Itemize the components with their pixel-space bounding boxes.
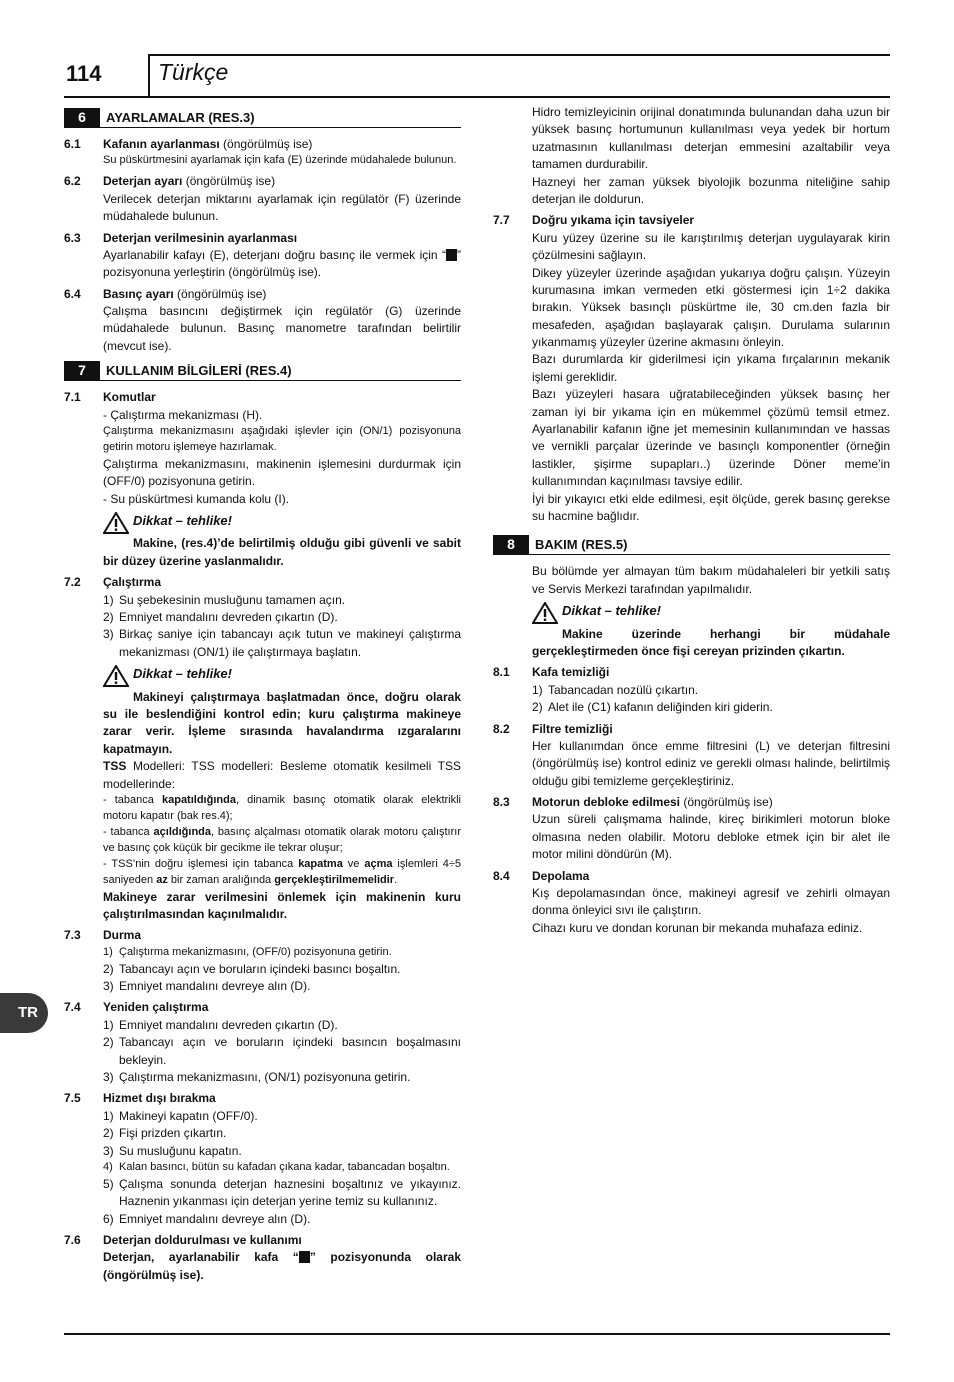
item-6-1 [64, 136, 461, 169]
warning-icon [532, 602, 562, 629]
warning-title: Dikkat – tehlike! [133, 666, 232, 682]
paragraph: Uzun süreli çalışmama halinde, kireç birikimleri motorun bloke olmasına neden olabilir. Motoru debloke etmek için bir alet ile motor milini döndürün (M). [532, 812, 890, 862]
paragraph: Kuru yüzey üzerine su ile karıştırılmış deterjan uygulayarak kirin çözülmesini sağlayın. [532, 230, 890, 263]
item-7-5 [64, 1090, 461, 1107]
item-7-6 [64, 1232, 461, 1249]
item-7-4 [64, 999, 461, 1016]
section-title: AYARLAMALAR (RES.3) [106, 110, 255, 125]
item-7-3 [64, 927, 461, 944]
item-text: - Çalıştırma mekanizması (H). [103, 407, 263, 422]
paragraph: Cihazı kuru ve dondan korunan bir mekanda muhafaza ediniz. [532, 920, 863, 935]
tss-item: - tabanca kapatıldığında, dinamik basınç otomatik olarak elektrikli motoru kapatır (bak res.4); [103, 793, 461, 822]
right-column [493, 104, 890, 937]
list-item: 3) Birkaç saniye için tabancayı açık tutun ve makineyi çalıştırma mekanizması (ON/1) ile çalıştırmaya başlatın. [103, 627, 461, 659]
item-text: Ayarlanabilir kafayı (E), deterjanı doğru basınç ile vermek için “ [103, 247, 446, 262]
item-number: 6.1 [64, 137, 81, 151]
item-text: Çalışma basıncını değiştirmek için regülatör (G) üzerinde müdahalede bulunun. Basınç manometre tarafından belirtilir (mevcut ise). [103, 304, 461, 353]
paragraph: Bu bölümde yer almayan tüm bakım müdahaleleri bir yetkili satış ve Servis Merkezi tarafından yapılmalıdır. [532, 564, 890, 596]
paragraph: Hazneyi her zaman yüksek biyolojik bozunma niteliğine sahip deterjan ile doldurun. [532, 174, 890, 206]
list-item: 2) Tabancayı açın ve boruların içindeki basıncı boşaltın. [103, 961, 401, 976]
footer-rule [64, 1333, 890, 1335]
list-item: 1) Tabancadan nozülü çıkartın. [532, 682, 699, 697]
nozzle-symbol-icon [299, 1251, 310, 1263]
paragraph: İyi bir yıkayıcı etki elde edilmesi, eşit ölçüde, gerek basınç gerekse su hacmine bağlıdır. [532, 491, 890, 523]
list-item: 1) Makineyi kapatın (OFF/0). [103, 1108, 258, 1123]
item-heading: Filtre temizliği [532, 721, 613, 736]
list-item: 2) Tabancayı açın ve boruların içindeki basıncın boşalmasını bekleyin. [103, 1035, 461, 1067]
header-rule [64, 96, 890, 98]
warning-text: Makineyi çalıştırmaya başlatmadan önce, doğru olarak su ile beslendiğini kontrol edin; kuru çalıştırma makineye zarar verir. İşleme sırasında havalandırma ızgaralarını kapatmayın. [103, 689, 461, 756]
item-heading: Motorun debloke edilmesi [532, 795, 681, 810]
list-item: 1) Çalıştırma mekanizmasını, (OFF/0) pozisyonuna getirin. [103, 945, 392, 958]
section-6-header [64, 108, 461, 128]
item-number: 6.2 [64, 174, 81, 189]
item-8-2 [493, 721, 890, 738]
item-6-3 [64, 230, 461, 282]
item-number: 7.2 [64, 575, 81, 590]
item-heading-note: (öngörülmüş ise) [182, 174, 276, 189]
item-text: Verilecek deterjan miktarını ayarlamak için regülatör (F) üzerinde müdahalede bulunun. [103, 191, 461, 224]
item-8-1 [493, 664, 890, 681]
list-item: 1) Emniyet mandalını devreden çıkartın (D). [103, 1017, 338, 1032]
section-8-header [493, 535, 890, 555]
warning-title: Dikkat – tehlike! [562, 603, 661, 619]
item-heading: Hizmet dışı bırakma [103, 1091, 216, 1106]
language-tab: TR [0, 993, 48, 1033]
paragraph: Bazı yüzeyleri hasara uğratabileceğinden yüksek basınç her zaman iyi bir yıkama için en mükemmel çözümü temsil etmez. Ayarlanabilir kafanın iğne jet memesinin kullanımından ve hassas ve vernikli parçalar üzerinde ve basınçlı komponentler (örneğin lastikler, şişirme supapları..) üzerinde Döner meme’in kullanımından kaçınılması tavsiye edilir. [532, 387, 890, 489]
item-number: 7.6 [64, 1233, 81, 1248]
item-heading: Yeniden çalıştırma [103, 1000, 209, 1015]
item-text: ” pozisyonuna yerleştirin (öngörülmüş ise). [103, 247, 461, 280]
item-number: 8.3 [493, 795, 510, 810]
page-number: 114 [66, 61, 102, 86]
item-number: 6.3 [64, 230, 81, 245]
warning-text: Makine, (res.4)’de belirtilmiş olduğu gibi güvenli ve sabit bir düzey üzerine yaslanmalıdır. [103, 536, 461, 568]
item-heading: Deterjan doldurulması ve kullanımı [103, 1233, 302, 1248]
item-7-7 [493, 212, 890, 229]
item-number: 6.4 [64, 286, 81, 301]
item-number: 8.1 [493, 665, 510, 680]
tss-warning: Makineye zarar verilmesini önlemek için makinenin kuru çalıştırılmasından kaçınılmalıdır. [103, 889, 461, 921]
list-item: 3) Çalıştırma mekanizmasını, (ON/1) pozisyonuna getirin. [103, 1070, 411, 1084]
item-heading: Kafanın ayarlanması [103, 137, 220, 151]
paragraph: Her kullanımdan önce emme filtresini (L) ve deterjan filtresini (öngörülmüş ise) kontrol ediniz ve gerekli olması halinde, belirtilmiş olduğu gibi temizleme gerçekleştiriniz. [532, 738, 890, 788]
left-column [64, 104, 461, 1284]
warning-icon [103, 512, 133, 539]
tss-item: - TSS’nin doğru işlemesi için tabanca kapatma ve açma işlemleri 4÷5 saniyeden az bir zaman aralığında gerçekleştirilmemelidir. [103, 857, 461, 886]
warning-icon [103, 665, 133, 692]
paragraph: Hidro temizleyicinin orijinal donatımında bulunandan daha uzun bir yüksek basınç hortumunun kullanılması veya yedek bir hortum uzatmasının kullanılması deterjan emmesini azaltabilir veya tamamen durdurabilir. [532, 105, 890, 172]
item-heading: Depolama [532, 868, 590, 883]
item-number: 7.5 [64, 1091, 81, 1106]
list-item: 1) Su şebekesinin musluğunu tamamen açın. [103, 592, 346, 607]
list-item: 3) Su musluğunu kapatın. [103, 1143, 242, 1158]
list-item: 5) Çalışma sonunda deterjan haznesini boşaltınız ve yıkayınız. Haznenin yıkanması için deterjan yerine temiz su kullanınız. [103, 1176, 461, 1209]
item-text: ” pozisyonunda olarak (öngörülmüş ise). [103, 1250, 461, 1282]
section-title: KULLANIM BİLGİLERİ (RES.4) [106, 363, 292, 379]
item-8-4 [493, 868, 890, 885]
tss-text: Modelleri: TSS modelleri: Besleme otomatik kesilmeli TSS modellerinde: [103, 759, 461, 791]
item-heading: Basınç ayarı [103, 286, 174, 301]
item-heading: Doğru yıkama için tavsiyeler [532, 213, 695, 228]
item-heading-note: (öngörülmüş ise) [173, 286, 267, 301]
warning-text: Makine üzerinde herhangi bir müdahale gerçekleştirmeden önce fişi cereyan prizinden çıkartın. [532, 626, 890, 658]
item-number: 7.4 [64, 1000, 81, 1015]
nozzle-symbol-icon [446, 249, 457, 261]
item-6-4 [64, 286, 461, 356]
item-heading: Deterjan verilmesinin ayarlanması [103, 230, 298, 245]
tss-label: TSS [103, 759, 127, 774]
section-number: 8 [493, 535, 529, 554]
section-title: BAKIM (RES.5) [535, 537, 628, 553]
item-number: 7.7 [493, 213, 510, 228]
page-title: Türkçe [158, 59, 229, 85]
item-text: - Su püskürtmesi kumanda kolu (I). [103, 491, 290, 506]
tss-item: - tabanca açıldığında, basınç alçalması otomatik olarak motoru çalıştırır ve basınç çok küçük bir gecikme ile tekrar oluşur; [103, 825, 461, 854]
item-heading-note: (öngörülmüş ise) [680, 795, 773, 810]
item-number: 8.4 [493, 868, 510, 883]
list-item: 2) Fişi prizden çıkartın. [103, 1126, 227, 1141]
item-heading: Çalıştırma [103, 575, 162, 590]
item-number: 7.1 [64, 390, 81, 405]
section-number: 7 [64, 361, 100, 380]
warning-title: Dikkat – tehlike! [133, 513, 232, 529]
item-text: Çalıştırma mekanizmasını aşağıdaki işlevler için (ON/1) pozisyonuna getirin motoru işlemeye hazırlamak. [103, 425, 461, 453]
list-item: 6) Emniyet mandalını devreye alın (D). [103, 1211, 311, 1226]
item-heading-note: (öngörülmüş ise) [219, 137, 313, 151]
item-heading: Durma [103, 928, 142, 943]
item-7-2 [64, 574, 461, 591]
item-heading: Komutlar [103, 390, 156, 405]
item-number: 8.2 [493, 721, 510, 736]
item-heading: Deterjan ayarı [103, 174, 183, 189]
section-number: 6 [64, 108, 100, 127]
header-divider [148, 54, 150, 96]
item-text: Su püskürtmesini ayarlamak için kafa (E) üzerinde müdahalede bulunun. [103, 154, 457, 167]
paragraph: Dikey yüzeyler üzerinde aşağıdan yukarıya doğru çalışın. Yüzeyin kurumasına imkan vermeden etki göstermesi için 1÷2 dakika bırakın. Yüksek basınçlı püskürtme ile, 30 cm.den fazla bir mesafeden, aşağıdan başlayarak çalışın. Durulama sularının yıkanmamış yüzeyler üzerine akmasını önleyin. [532, 265, 890, 350]
item-6-2 [64, 173, 461, 225]
item-heading: Kafa temizliği [532, 665, 610, 680]
item-text: Deterjan, ayarlanabilir kafa “ [103, 1250, 299, 1265]
list-item: 4) Kalan basıncı, bütün su kafadan çıkana kadar, tabancadan boşaltın. [103, 1160, 450, 1173]
list-item: 2) Alet ile (C1) kafanın deliğinden kiri giderin. [532, 700, 773, 715]
paragraph: Bazı durumlarda kir giderilmesi için yıkama fırçalarının mekanik işlemi gereklidir. [532, 352, 890, 384]
paragraph: Kış depolamasından önce, makineyi agresif ve zehirli olmayan donma önleyici sıvı ile çalıştırın. [532, 886, 890, 918]
list-item: 3) Emniyet mandalını devreye alın (D). [103, 979, 311, 994]
item-8-3 [493, 794, 890, 811]
list-item: 2) Emniyet mandalını devreden çıkartın (D). [103, 610, 338, 625]
item-number: 7.3 [64, 928, 81, 943]
section-7-header [64, 361, 461, 381]
item-7-1 [64, 389, 461, 424]
header-top-rule [148, 54, 890, 56]
item-text: Çalıştırma mekanizmasını, makinenin işlemesini durdurmak için (OFF/0) pozisyonuna getirin. [103, 456, 461, 489]
